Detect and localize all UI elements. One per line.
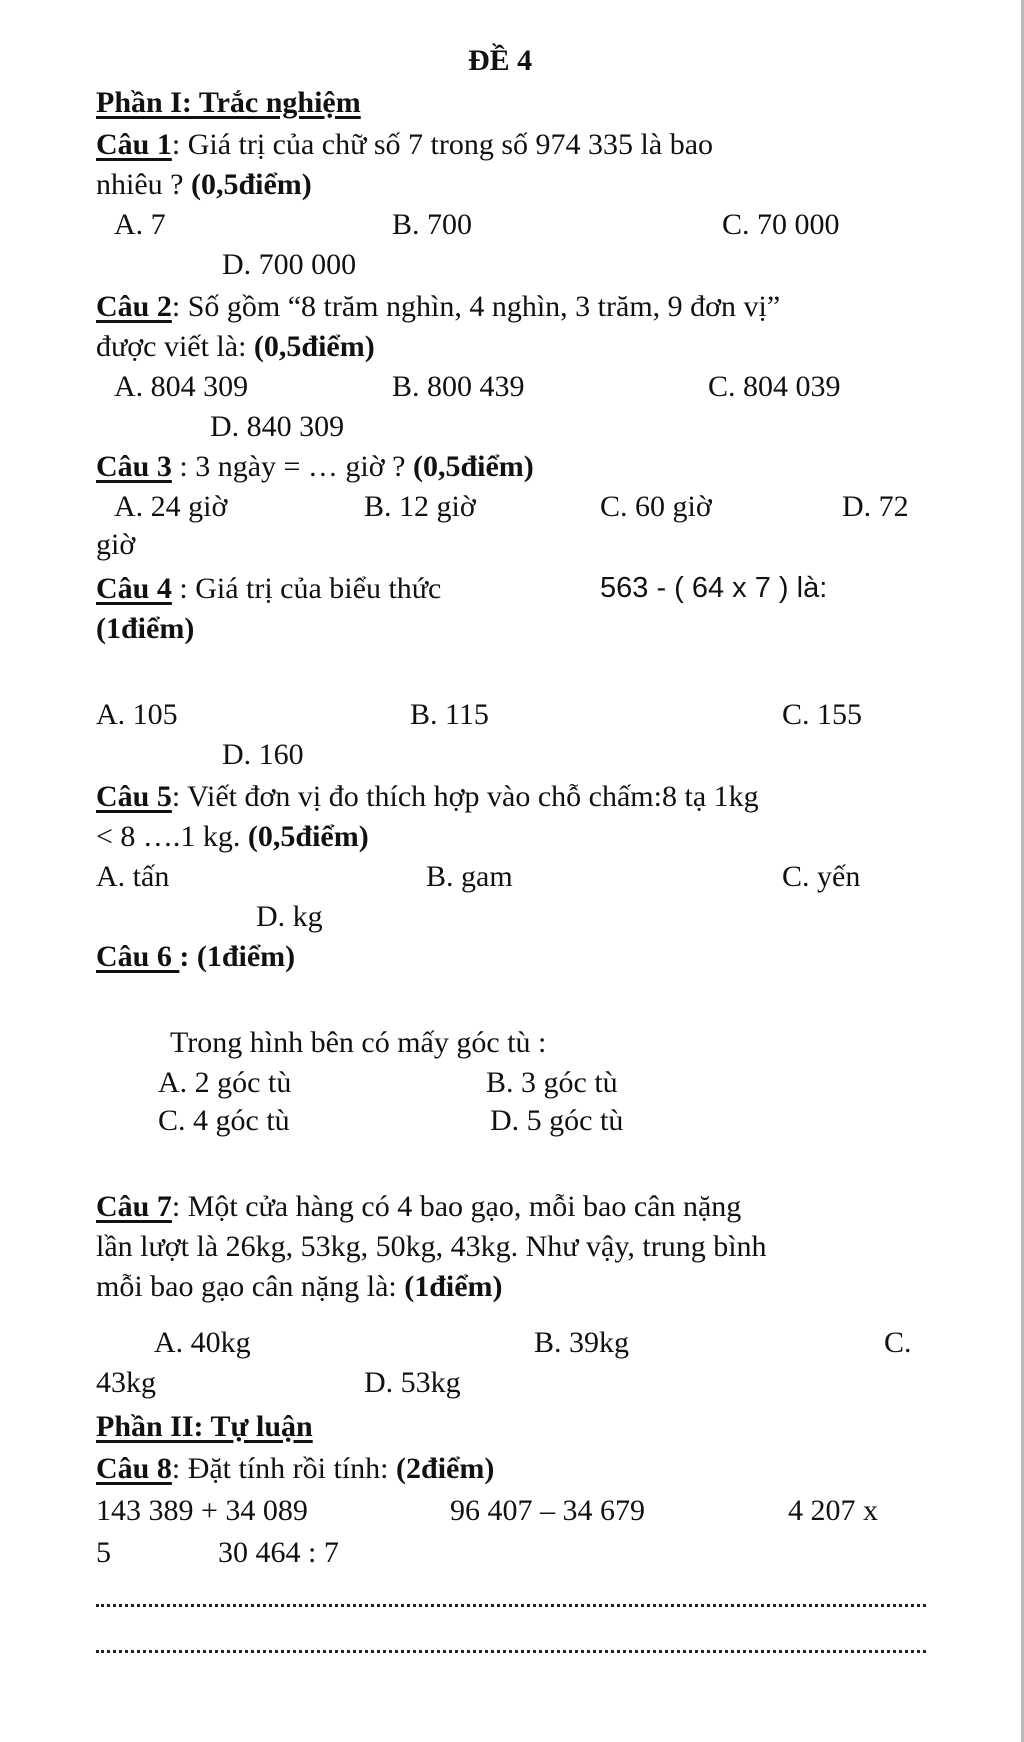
q8-calc-3-cont: 5 bbox=[96, 1536, 111, 1569]
q7-option-c: C. bbox=[884, 1326, 912, 1359]
q2-label: Câu 2 bbox=[96, 290, 172, 323]
q2-points: (0,5điểm) bbox=[253, 330, 375, 363]
q1-option-d: D. 700 000 bbox=[222, 248, 357, 281]
q3-option-a: A. 24 giờ bbox=[114, 490, 228, 523]
q1-option-b: B. 700 bbox=[392, 208, 473, 241]
answer-dotted-line-1 bbox=[96, 1604, 926, 1607]
q4-text: : Giá trị của biểu thức bbox=[171, 572, 442, 605]
q3-points: (0,5điểm) bbox=[412, 450, 534, 483]
q5-text2: < 8 ….1 kg. bbox=[96, 820, 248, 853]
q1-option-c: C. 70 000 bbox=[722, 208, 840, 241]
q6-label: Câu 6 bbox=[96, 940, 180, 973]
part2-title: Phần II: Tự luận bbox=[96, 1410, 313, 1443]
q8-calc-3: 4 207 x bbox=[788, 1494, 878, 1527]
q7-text3: mỗi bao gạo cân nặng là: bbox=[96, 1270, 405, 1303]
q8-calc-1: 143 389 + 34 089 bbox=[96, 1494, 308, 1527]
q5-text: : Viết đơn vị đo thích hợp vào chỗ chấm:8 tạ 1kg bbox=[171, 780, 759, 813]
q5-points: (0,5điểm) bbox=[247, 820, 369, 853]
q6-line1 bbox=[96, 942, 295, 972]
q5-option-b: B. gam bbox=[426, 860, 513, 893]
q6-text: Trong hình bên có mấy góc tù : bbox=[170, 1026, 547, 1059]
q6-option-a: A. 2 góc tù bbox=[158, 1066, 292, 1099]
q5-line1 bbox=[96, 782, 759, 812]
q4-option-c: C. 155 bbox=[782, 698, 863, 731]
q3-option-b: B. 12 giờ bbox=[364, 490, 476, 523]
q3-line1 bbox=[96, 452, 534, 482]
q1-points: (0,5điểm) bbox=[190, 168, 312, 201]
q7-text: : Một cửa hàng có 4 bao gạo, mỗi bao cân nặng bbox=[171, 1190, 742, 1223]
q3-text: : 3 ngày = … giờ ? bbox=[171, 450, 413, 483]
q5-option-d: D. kg bbox=[256, 900, 323, 933]
q5-label: Câu 5 bbox=[96, 780, 172, 813]
q6-option-d: D. 5 góc tù bbox=[490, 1104, 624, 1137]
q1-line1 bbox=[96, 130, 713, 160]
q4-label: Câu 4 bbox=[96, 572, 172, 605]
q4-option-a: A. 105 bbox=[96, 698, 178, 731]
q8-calc-2: 96 407 – 34 679 bbox=[450, 1494, 645, 1527]
q2-option-d: D. 840 309 bbox=[210, 410, 345, 443]
q7-option-a: A. 40kg bbox=[154, 1326, 251, 1359]
q1-label: Câu 1 bbox=[96, 128, 172, 161]
q1-line2 bbox=[96, 170, 312, 200]
q2-option-a: A. 804 309 bbox=[114, 370, 249, 403]
q8-line1 bbox=[96, 1454, 494, 1484]
q8-label: Câu 8 bbox=[96, 1452, 172, 1485]
q2-line1 bbox=[96, 292, 780, 322]
q7-line2: lần lượt là 26kg, 53kg, 50kg, 43kg. Như vậy, trung bình bbox=[96, 1230, 767, 1263]
q5-option-a: A. tấn bbox=[96, 860, 170, 893]
q2-text: : Số gồm “8 trăm nghìn, 4 nghìn, 3 trăm, 9 đơn vị” bbox=[171, 290, 781, 323]
q8-points: (2điểm) bbox=[396, 1452, 495, 1485]
q7-option-d: D. 53kg bbox=[364, 1366, 461, 1399]
q3-option-c: C. 60 giờ bbox=[600, 490, 712, 523]
q4-points: (1điểm) bbox=[96, 612, 195, 645]
q7-line3 bbox=[96, 1272, 503, 1302]
q6-option-c: C. 4 góc tù bbox=[158, 1104, 290, 1137]
q2-option-c: C. 804 039 bbox=[708, 370, 841, 403]
q4-option-b: B. 115 bbox=[410, 698, 489, 731]
q3-option-d-cont: giờ bbox=[96, 528, 136, 561]
q4-expression: 563 - ( 64 x 7 ) là: bbox=[600, 572, 828, 604]
q3-label: Câu 3 bbox=[96, 450, 172, 483]
q1-text: : Giá trị của chữ số 7 trong số 974 335 là bao bbox=[171, 128, 714, 161]
q2-line2 bbox=[96, 332, 375, 362]
answer-dotted-line-2 bbox=[96, 1650, 926, 1653]
page-title: ĐỀ 4 bbox=[468, 44, 533, 77]
q6-option-b: B. 3 góc tù bbox=[486, 1066, 618, 1099]
q4-line1 bbox=[96, 574, 441, 604]
q7-option-b: B. 39kg bbox=[534, 1326, 630, 1359]
q2-text2: được viết là: bbox=[96, 330, 254, 363]
q2-option-b: B. 800 439 bbox=[392, 370, 525, 403]
q7-points: (1điểm) bbox=[404, 1270, 503, 1303]
q4-option-d: D. 160 bbox=[222, 738, 304, 771]
q8-text: : Đặt tính rồi tính: bbox=[171, 1452, 397, 1485]
q5-option-c: C. yến bbox=[782, 860, 861, 893]
q3-option-d: D. 72 bbox=[842, 490, 909, 523]
q6-points: : (1điểm) bbox=[179, 940, 296, 973]
part1-title: Phần I: Trắc nghiệm bbox=[96, 86, 361, 119]
q7-label: Câu 7 bbox=[96, 1190, 172, 1223]
q1-option-a: A. 7 bbox=[114, 208, 166, 241]
q7-option-c-cont: 43kg bbox=[96, 1366, 156, 1399]
q7-line1 bbox=[96, 1192, 741, 1222]
q1-text2: nhiêu ? bbox=[96, 168, 191, 201]
q8-calc-4: 30 464 : 7 bbox=[218, 1536, 339, 1569]
q5-line2 bbox=[96, 822, 369, 852]
